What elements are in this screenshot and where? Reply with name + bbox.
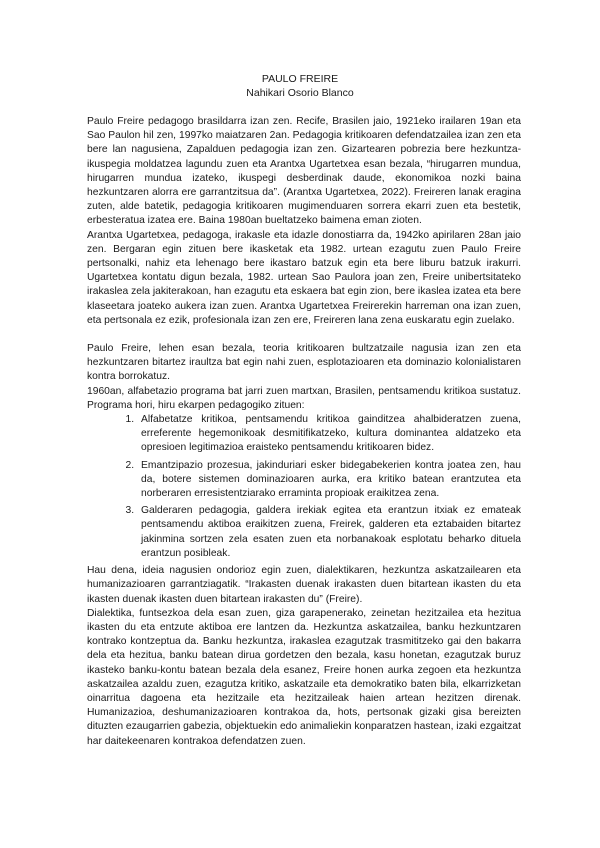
document-body [87,115,521,749]
list-item: 3. Galderaren pedagogia, galdera irekiak egitea eta erantzun itxiak ez emateak pentsamendu aktiboa eraikitzen zuena, Freirek, galderen eta eztabaiden bitartez jakinmina sortzen zela esaten zuen eta norbanakoak esplotatu beharko dituela erantzun posibleak. [137,504,521,561]
document-author: Nahikari Osorio Blanco [246,87,354,99]
paragraph-literacy-program: 1960an, alfabetazio programa bat jarri zuen martxan, Brasilen, pentsamendu kritikoa sustatuz. Programa hori, hiru ekarpen pedagogiko zituen: [87,385,521,411]
paragraph-critical-theory: Paulo Freire, lehen esan bezala, teoria kritikoaren bultzatzaile nagusia izan zen eta hezkuntzaren bitartez iraultza bat egin nahi zuen, esplotazioaren eta dominazio kolonialistaren kontra borrokatuz. [87,343,521,383]
paragraph-ugartetxea: Arantxa Ugartetxea, pedagoga, irakasle eta idazle donostiarra da, 1942ko apirilaren 28an jaio zen. Bergaran egin zituen bere ikasketak eta 1982. urtean ezagutu zuen Paulo Freire pertsonalki, nahiz eta lehenago bere ikastaro batzuk egin eta bere liburu batzuk irakurri. Ugartetxea kontatu digun bezala, 1982. urtean Sao Paulora joan zen, Freire unibertsitateko irakaslea zela jakiterakoan, han ezagutu eta eskaera bat egin zion, bere ikaslea izatea eta bere klaseetara joateko aukera izan zuen. Arantxa Ugartetxea Freirerekin harreman ona izan zuen, eta pertsonala ez ezik, profesionala izan zen ere, Freireren lana zena euskaratu egin zuelako. [87,229,521,326]
list-item: 1. Alfabetatze kritikoa, pentsamendu kritikoa gainditzea ahalbideratzen zuena, erreferente hegemonikoak desmitifikatzeko, kultura dominantea aldatzeko eta opresioen legitimazioa eraisteko pentsamendu kritikoaren bidez. [137,413,521,456]
paragraph-biography: Paulo Freire pedagogo brasildarra izan zen. Recife, Brasilen jaio, 1921eko irailaren 19an eta Sao Paulon hil zen, 1997ko maiatzaren 2an. Pedagogia kritikoaren defendatzailea izan zen eta bere lan nagusiena, Zapalduen pedagogia izan zen. Gizartearen pobrezia bere hezkuntza-ikuspegia moldatzea lagundu zuen eta Arantxa Ugartetxea esan bezala, “hirugarren mundua, hirugarren mundua izateko, ikuspegi desberdinak daude, ekonomikoa nozki baina hezkuntzaren alorra ere garrantzitsua da”. (Arantxa Ugartetxea, 2022). Freireren lanak eragina zuten, alde batetik, pedagogia kritikoaren mugimenduaren sorrera ekarri zuen eta bestetik, erbesteratua izatea ere. Baina 1980an bueltatzeko baimena eman zioten. [87,116,521,227]
paragraph-dialectics: Dialektika, funtsezkoa dela esan zuen, giza garapenerako, zeinetan hezitzailea eta hezitua ikasten du eta entzute aktiboa ere lantzen da. Hezkuntza askatzailea, banku hezkuntzaren kontrako kontzeptua da. Banku hezkuntza, irakaslea ezagutzak trasmititzeko gai den bakarra dela eta hezitua, banku batean dirua gordetzen den bezala, kasu honetan, ezagutzak buruz ikasteko banku-kontu batean bezala dela esanez, Freire honen aurka zegoen eta hezkuntza askatzailea azaldu zuen, ezagutza kritiko, askatzaile eta demokratiko baten bila, elkarrizketan oinarritua dagoena eta hezitzaile eta hezitzaileak haien artean hezitzen direnak. Humanizazioa, deshumanizazioaren kontrakoa da, hots, pertsonak gizaki gisa bereizten dituzten ezaugarrien gabezia, objektuekin edo animaliekin konparatzen hastean, izaki ezgaitzat har daitekeenaren kontrakoa defendatzen zuen. [87,607,521,747]
document-title: PAULO FREIRE [261,73,339,85]
pedagogical-contributions-list [87,413,521,561]
list-item: 2. Emantzipazio prozesua, jakinduriari esker bidegabekerien kontra joatea zen, hau da, botere sistemen dominazioaren aurka, era kritiko batean erantzutea eta norberaren erresistentziarako erraminta propioak eraikitzea zena. [137,459,521,502]
paragraph-main-ideas: Hau dena, ideia nagusien ondorioz egin zuen, dialektikaren, hezkuntza askatzailearen eta humanizazioaren garrantziagatik. “Irakasten duenak irakasten duen bitartean ikasten du eta ikasten duenak ikasten duen bitartean irakasten du” (Freire). [87,565,521,605]
title-block [0,72,600,100]
